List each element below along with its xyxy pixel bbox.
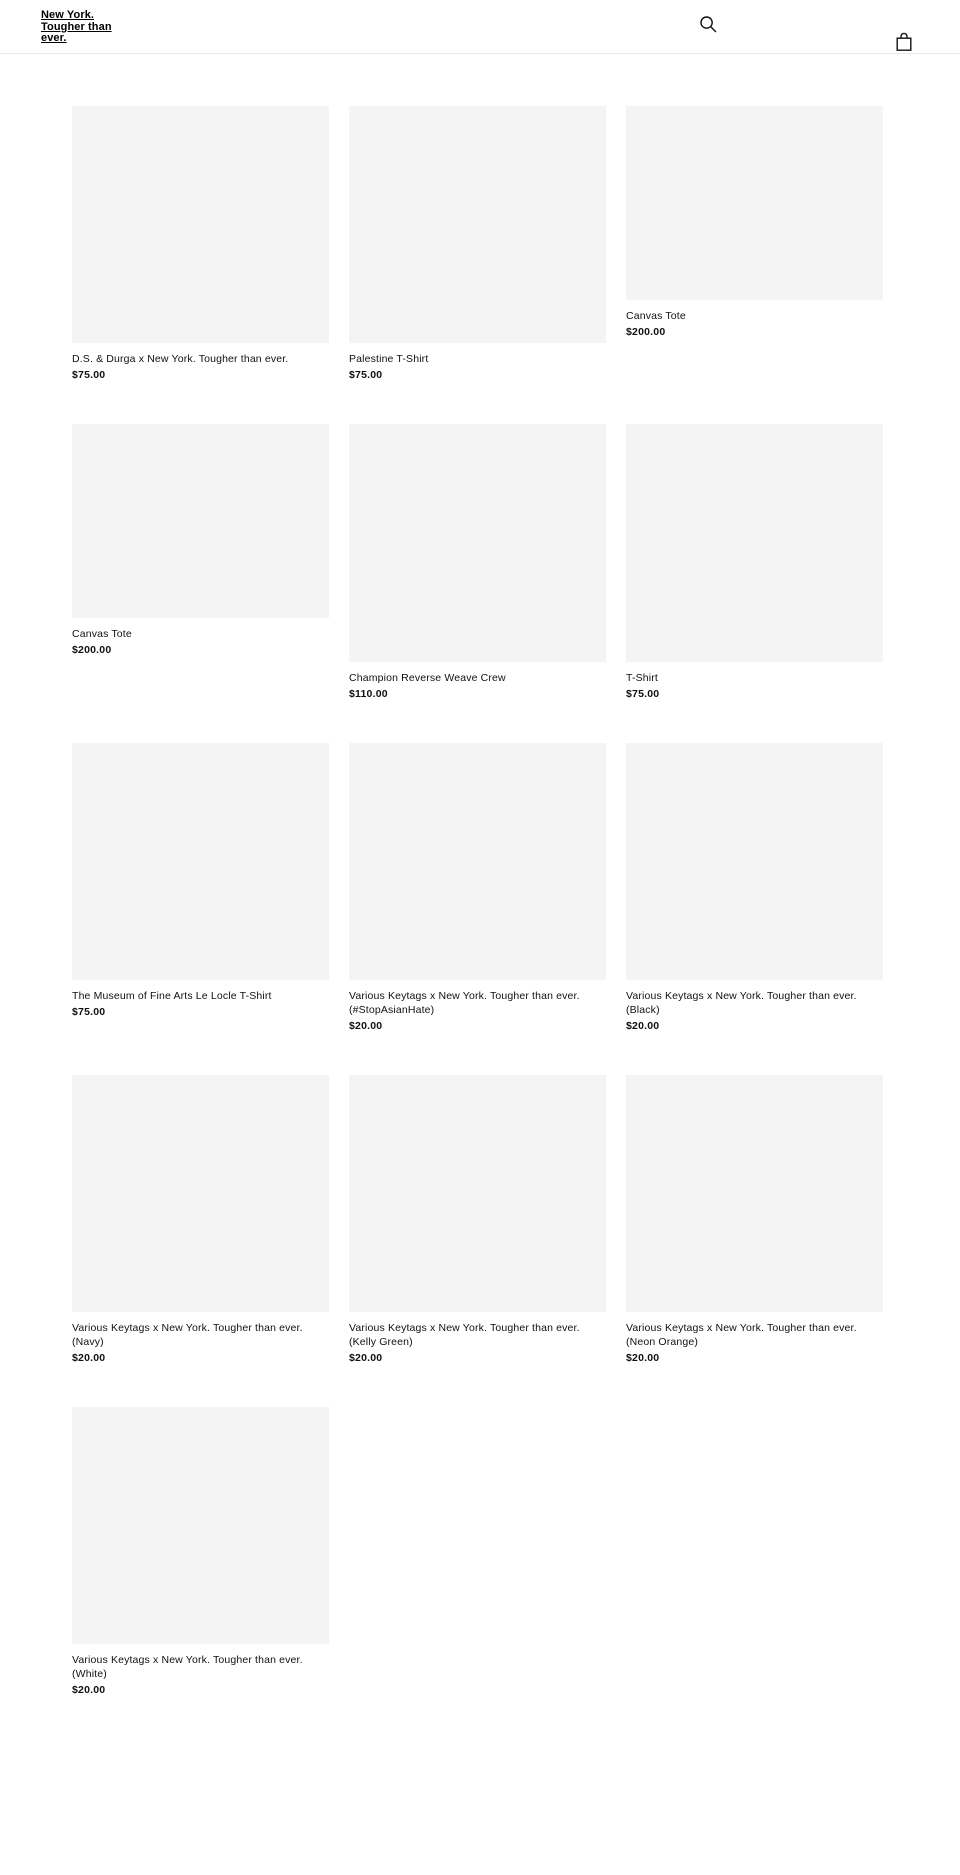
brand-line-3: ever. — [41, 32, 67, 44]
product-image — [626, 424, 883, 662]
product-title: T-Shirt — [626, 672, 658, 684]
product-image — [349, 1075, 606, 1312]
product-title: Canvas Tote — [626, 310, 686, 322]
product-price: $200.00 — [72, 644, 112, 656]
product-title: Various Keytags x New York. Tougher than ever. (White) — [72, 1654, 303, 1680]
site-logo[interactable] — [41, 10, 161, 45]
site-header — [0, 0, 960, 54]
product-price: $75.00 — [72, 369, 106, 381]
product-price: $20.00 — [349, 1020, 383, 1032]
product-image — [626, 743, 883, 980]
product-price: $20.00 — [626, 1352, 660, 1364]
product-card[interactable] — [349, 424, 606, 701]
product-image — [349, 743, 606, 980]
search-icon[interactable] — [698, 14, 720, 36]
product-image — [349, 424, 606, 662]
product-title: Various Keytags x New York. Tougher than ever. (Navy) — [72, 1322, 303, 1348]
product-title: Champion Reverse Weave Crew — [349, 672, 506, 684]
brand-line-1: New York. — [41, 9, 95, 21]
product-card[interactable] — [72, 106, 329, 382]
product-price: $75.00 — [72, 1006, 106, 1018]
product-image — [72, 424, 329, 618]
product-image — [72, 1075, 329, 1312]
product-card[interactable] — [72, 1075, 329, 1365]
product-card[interactable] — [349, 743, 606, 1033]
product-card[interactable] — [72, 424, 329, 657]
product-title: The Museum of Fine Arts Le Locle T-Shirt — [72, 990, 272, 1002]
product-title: Various Keytags x New York. Tougher than ever. (#StopAsianHate) — [349, 990, 580, 1016]
product-card[interactable] — [626, 424, 883, 701]
shopping-bag-icon[interactable] — [895, 32, 917, 54]
product-title: D.S. & Durga x New York. Tougher than ever. — [72, 353, 289, 365]
product-image — [72, 106, 329, 343]
product-card[interactable] — [72, 1407, 329, 1697]
brand-line-2: Tougher than — [41, 20, 112, 33]
product-card[interactable] — [72, 743, 329, 1019]
product-card[interactable] — [626, 106, 883, 339]
product-price: $20.00 — [626, 1020, 660, 1032]
product-title: Palestine T-Shirt — [349, 353, 429, 365]
product-image — [626, 1075, 883, 1312]
product-image — [626, 106, 883, 300]
product-title: Various Keytags x New York. Tougher than ever. (Neon Orange) — [626, 1322, 857, 1348]
product-grid — [72, 106, 888, 1739]
product-image — [349, 106, 606, 343]
product-card[interactable] — [349, 1075, 606, 1365]
product-title: Various Keytags x New York. Tougher than ever. (Black) — [626, 990, 857, 1016]
product-card[interactable] — [349, 106, 606, 382]
product-price: $75.00 — [626, 688, 660, 700]
product-grid-section — [0, 54, 960, 1739]
product-price: $110.00 — [349, 688, 388, 700]
product-price: $75.00 — [349, 369, 383, 381]
product-title: Canvas Tote — [72, 628, 132, 640]
product-image — [72, 1407, 329, 1644]
product-title: Various Keytags x New York. Tougher than ever. (Kelly Green) — [349, 1322, 580, 1348]
product-price: $20.00 — [349, 1352, 383, 1364]
product-price: $20.00 — [72, 1684, 106, 1696]
product-card[interactable] — [626, 743, 883, 1033]
product-price: $200.00 — [626, 326, 666, 338]
product-card[interactable] — [626, 1075, 883, 1365]
product-price: $20.00 — [72, 1352, 106, 1364]
product-image — [72, 743, 329, 980]
